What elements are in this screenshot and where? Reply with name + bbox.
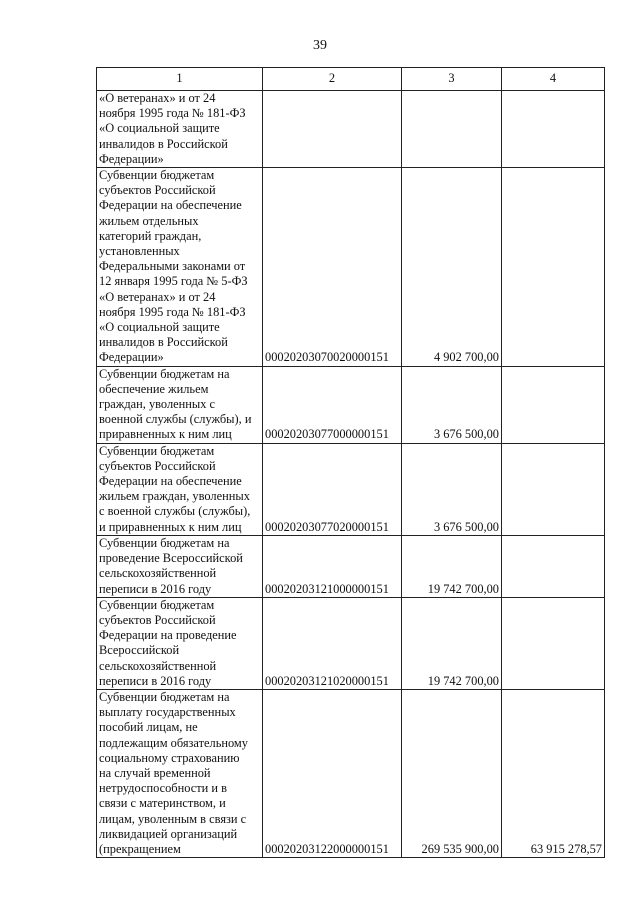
row-description: Субвенции бюджетам субъектов Российской Федерации на обеспечение жильем граждан, уволенных с военной службы (службы), и приравненных к ним лиц — [97, 443, 263, 535]
row-description: Субвенции бюджетам на обеспечение жильем граждан, уволенных с военной службы (службы), и приравненных к ним лиц — [97, 366, 263, 443]
row-amount-2 — [502, 535, 605, 597]
page-number: 39 — [313, 38, 327, 53]
row-code: 00020203070020000151 — [263, 168, 402, 367]
row-code: 00020203077020000151 — [263, 443, 402, 535]
row-description: Субвенции бюджетам субъектов Российской Федерации на проведение Всероссийской сельскохозяйственной переписи в 2016 году — [97, 597, 263, 689]
row-description: Субвенции бюджетам на выплату государственных пособий лицам, не подлежащим обязательному социальному страхованию на случай временной нетрудоспособности и в связи с материнством, и лицам, уволенным в связи с ликвидацией организаций (прекращением — [97, 689, 263, 857]
row-amount: 3 676 500,00 — [402, 366, 502, 443]
row-amount: 19 742 700,00 — [402, 535, 502, 597]
row-amount: 3 676 500,00 — [402, 443, 502, 535]
budget-table — [96, 67, 605, 858]
row-amount: 4 902 700,00 — [402, 168, 502, 367]
row-amount-2: 63 915 278,57 — [502, 689, 605, 857]
table-row — [97, 366, 605, 443]
row-code: 00020203077000000151 — [263, 366, 402, 443]
row-amount-2 — [502, 366, 605, 443]
row-code: 00020203121020000151 — [263, 597, 402, 689]
row-code: 00020203122000000151 — [263, 689, 402, 857]
row-amount-2 — [502, 443, 605, 535]
row-code — [263, 91, 402, 168]
row-amount: 19 742 700,00 — [402, 597, 502, 689]
row-amount: 269 535 900,00 — [402, 689, 502, 857]
row-amount-2 — [502, 597, 605, 689]
column-header: 1 — [97, 68, 263, 91]
row-code: 00020203121000000151 — [263, 535, 402, 597]
row-description: «О ветеранах» и от 24 ноября 1995 года № 181-ФЗ «О социальной защите инвалидов в Российской Федерации» — [97, 91, 263, 168]
column-header: 2 — [263, 68, 402, 91]
table-row — [97, 535, 605, 597]
column-header: 3 — [402, 68, 502, 91]
table-row — [97, 91, 605, 168]
table-row — [97, 597, 605, 689]
row-amount — [402, 91, 502, 168]
table-header-row — [97, 68, 605, 91]
row-amount-2 — [502, 168, 605, 367]
table-row — [97, 443, 605, 535]
row-description: Субвенции бюджетам на проведение Всероссийской сельскохозяйственной переписи в 2016 году — [97, 535, 263, 597]
row-description: Субвенции бюджетам субъектов Российской Федерации на обеспечение жильем отдельных категорий граждан, установленных Федеральными законами от 12 января 1995 года № 5-ФЗ «О ветеранах» и от 24 ноября 1995 года № 181-ФЗ «О социальной защите инвалидов в Российской Федерации» — [97, 168, 263, 367]
row-amount-2 — [502, 91, 605, 168]
table-row — [97, 168, 605, 367]
column-header: 4 — [502, 68, 605, 91]
table-row — [97, 689, 605, 857]
